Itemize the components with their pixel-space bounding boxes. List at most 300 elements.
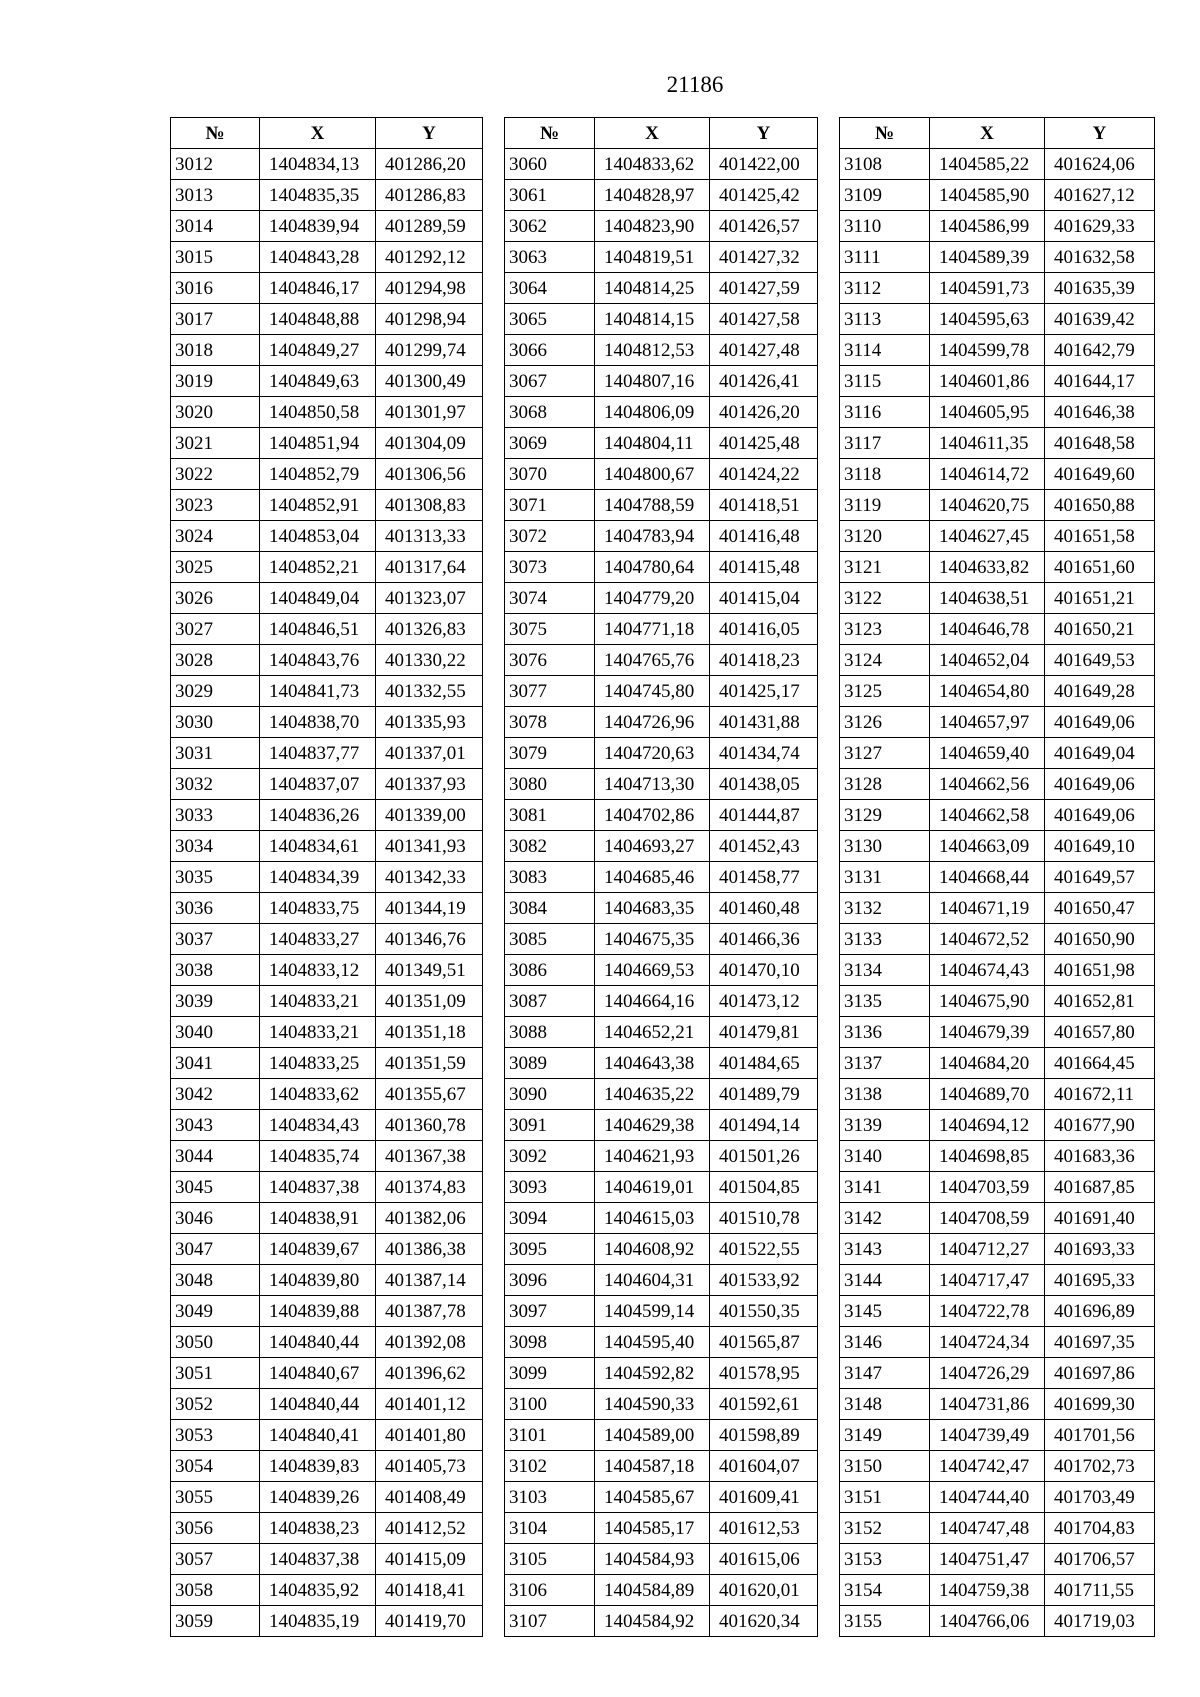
coordinate-table-1 [170, 117, 483, 1637]
point-number: 3135 [840, 986, 930, 1017]
point-number: 3063 [505, 242, 595, 273]
page-number: 21186 [666, 72, 724, 97]
header-y: Y [1045, 118, 1155, 149]
table-row [505, 273, 818, 304]
y-coordinate: 401501,26 [710, 1141, 818, 1172]
y-coordinate: 401418,51 [710, 490, 818, 521]
y-coordinate: 401415,04 [710, 583, 818, 614]
x-coordinate: 1404819,51 [595, 242, 710, 273]
point-number: 3066 [505, 335, 595, 366]
header-no: № [840, 118, 930, 149]
y-coordinate: 401386,38 [376, 1234, 483, 1265]
point-number: 3061 [505, 180, 595, 211]
point-number: 3029 [171, 676, 260, 707]
y-coordinate: 401699,30 [1045, 1389, 1155, 1420]
y-coordinate: 401351,09 [376, 986, 483, 1017]
x-coordinate: 1404840,44 [260, 1327, 376, 1358]
x-coordinate: 1404806,09 [595, 397, 710, 428]
point-number: 3062 [505, 211, 595, 242]
x-coordinate: 1404833,27 [260, 924, 376, 955]
table-row [171, 738, 483, 769]
point-number: 3129 [840, 800, 930, 831]
y-coordinate: 401470,10 [710, 955, 818, 986]
x-coordinate: 1404708,59 [930, 1203, 1045, 1234]
table-row [505, 1358, 818, 1389]
point-number: 3019 [171, 366, 260, 397]
x-coordinate: 1404638,51 [930, 583, 1045, 614]
x-coordinate: 1404852,21 [260, 552, 376, 583]
x-coordinate: 1404835,19 [260, 1606, 376, 1637]
y-coordinate: 401337,93 [376, 769, 483, 800]
x-coordinate: 1404614,72 [930, 459, 1045, 490]
x-coordinate: 1404608,92 [595, 1234, 710, 1265]
table-row [171, 521, 483, 552]
x-coordinate: 1404698,85 [930, 1141, 1045, 1172]
x-coordinate: 1404685,46 [595, 862, 710, 893]
x-coordinate: 1404679,39 [930, 1017, 1045, 1048]
x-coordinate: 1404839,80 [260, 1265, 376, 1296]
point-number: 3038 [171, 955, 260, 986]
point-number: 3134 [840, 955, 930, 986]
point-number: 3122 [840, 583, 930, 614]
y-coordinate: 401664,45 [1045, 1048, 1155, 1079]
x-coordinate: 1404838,23 [260, 1513, 376, 1544]
point-number: 3141 [840, 1172, 930, 1203]
point-number: 3136 [840, 1017, 930, 1048]
point-number: 3092 [505, 1141, 595, 1172]
table-row [840, 521, 1155, 552]
y-coordinate: 401693,33 [1045, 1234, 1155, 1265]
x-coordinate: 1404759,38 [930, 1575, 1045, 1606]
table-row [171, 986, 483, 1017]
y-coordinate: 401650,21 [1045, 614, 1155, 645]
x-coordinate: 1404662,58 [930, 800, 1045, 831]
y-coordinate: 401650,88 [1045, 490, 1155, 521]
point-number: 3109 [840, 180, 930, 211]
y-coordinate: 401550,35 [710, 1296, 818, 1327]
point-number: 3148 [840, 1389, 930, 1420]
x-coordinate: 1404848,88 [260, 304, 376, 335]
y-coordinate: 401367,38 [376, 1141, 483, 1172]
x-coordinate: 1404780,64 [595, 552, 710, 583]
coordinate-table-2 [504, 117, 818, 1637]
point-number: 3043 [171, 1110, 260, 1141]
table-row [840, 955, 1155, 986]
x-coordinate: 1404724,34 [930, 1327, 1045, 1358]
table-row [840, 366, 1155, 397]
table-row [840, 335, 1155, 366]
point-number: 3016 [171, 273, 260, 304]
point-number: 3123 [840, 614, 930, 645]
point-number: 3090 [505, 1079, 595, 1110]
y-coordinate: 401301,97 [376, 397, 483, 428]
x-coordinate: 1404839,67 [260, 1234, 376, 1265]
table-row [505, 1017, 818, 1048]
y-coordinate: 401323,07 [376, 583, 483, 614]
table-row [505, 304, 818, 335]
x-coordinate: 1404836,26 [260, 800, 376, 831]
table-body [505, 149, 818, 1637]
point-number: 3041 [171, 1048, 260, 1079]
x-coordinate: 1404833,12 [260, 955, 376, 986]
y-coordinate: 401332,55 [376, 676, 483, 707]
point-number: 3060 [505, 149, 595, 180]
y-coordinate: 401627,12 [1045, 180, 1155, 211]
table-row [840, 1513, 1155, 1544]
header-x: X [930, 118, 1045, 149]
point-number: 3083 [505, 862, 595, 893]
y-coordinate: 401695,33 [1045, 1265, 1155, 1296]
table-row [171, 583, 483, 614]
y-coordinate: 401494,14 [710, 1110, 818, 1141]
y-coordinate: 401298,94 [376, 304, 483, 335]
y-coordinate: 401337,01 [376, 738, 483, 769]
y-coordinate: 401416,05 [710, 614, 818, 645]
point-number: 3072 [505, 521, 595, 552]
table-row [505, 1389, 818, 1420]
point-number: 3097 [505, 1296, 595, 1327]
y-coordinate: 401651,60 [1045, 552, 1155, 583]
table-row [505, 800, 818, 831]
y-coordinate: 401651,98 [1045, 955, 1155, 986]
table-row [840, 1234, 1155, 1265]
table-row [840, 428, 1155, 459]
x-coordinate: 1404745,80 [595, 676, 710, 707]
table-row [171, 862, 483, 893]
table-row [171, 924, 483, 955]
x-coordinate: 1404804,11 [595, 428, 710, 459]
point-number: 3040 [171, 1017, 260, 1048]
table-row [840, 304, 1155, 335]
y-coordinate: 401308,83 [376, 490, 483, 521]
y-coordinate: 401396,62 [376, 1358, 483, 1389]
table-row [171, 1296, 483, 1327]
y-coordinate: 401416,48 [710, 521, 818, 552]
x-coordinate: 1404779,20 [595, 583, 710, 614]
point-number: 3056 [171, 1513, 260, 1544]
y-coordinate: 401701,56 [1045, 1420, 1155, 1451]
table-row [171, 149, 483, 180]
point-number: 3112 [840, 273, 930, 304]
x-coordinate: 1404585,22 [930, 149, 1045, 180]
point-number: 3058 [171, 1575, 260, 1606]
y-coordinate: 401351,59 [376, 1048, 483, 1079]
point-number: 3149 [840, 1420, 930, 1451]
y-coordinate: 401419,70 [376, 1606, 483, 1637]
point-number: 3085 [505, 924, 595, 955]
point-number: 3046 [171, 1203, 260, 1234]
x-coordinate: 1404834,61 [260, 831, 376, 862]
point-number: 3087 [505, 986, 595, 1017]
y-coordinate: 401346,76 [376, 924, 483, 955]
table-row [171, 552, 483, 583]
point-number: 3013 [171, 180, 260, 211]
table-row [171, 769, 483, 800]
table-row [171, 1327, 483, 1358]
x-coordinate: 1404589,00 [595, 1420, 710, 1451]
table-row [840, 1327, 1155, 1358]
header-row [171, 118, 483, 149]
point-number: 3102 [505, 1451, 595, 1482]
x-coordinate: 1404726,29 [930, 1358, 1045, 1389]
point-number: 3114 [840, 335, 930, 366]
x-coordinate: 1404595,63 [930, 304, 1045, 335]
point-number: 3026 [171, 583, 260, 614]
table-row [505, 1606, 818, 1637]
x-coordinate: 1404611,35 [930, 428, 1045, 459]
y-coordinate: 401620,34 [710, 1606, 818, 1637]
y-coordinate: 401703,49 [1045, 1482, 1155, 1513]
x-coordinate: 1404629,38 [595, 1110, 710, 1141]
y-coordinate: 401434,74 [710, 738, 818, 769]
y-coordinate: 401374,83 [376, 1172, 483, 1203]
x-coordinate: 1404839,26 [260, 1482, 376, 1513]
y-coordinate: 401683,36 [1045, 1141, 1155, 1172]
y-coordinate: 401330,22 [376, 645, 483, 676]
y-coordinate: 401691,40 [1045, 1203, 1155, 1234]
y-coordinate: 401382,06 [376, 1203, 483, 1234]
table-row [840, 986, 1155, 1017]
y-coordinate: 401687,85 [1045, 1172, 1155, 1203]
x-coordinate: 1404662,56 [930, 769, 1045, 800]
x-coordinate: 1404739,49 [930, 1420, 1045, 1451]
x-coordinate: 1404720,63 [595, 738, 710, 769]
point-number: 3154 [840, 1575, 930, 1606]
y-coordinate: 401360,78 [376, 1110, 483, 1141]
x-coordinate: 1404589,39 [930, 242, 1045, 273]
table-row [505, 1265, 818, 1296]
point-number: 3126 [840, 707, 930, 738]
x-coordinate: 1404744,40 [930, 1482, 1045, 1513]
x-coordinate: 1404835,74 [260, 1141, 376, 1172]
x-coordinate: 1404788,59 [595, 490, 710, 521]
x-coordinate: 1404668,44 [930, 862, 1045, 893]
x-coordinate: 1404807,16 [595, 366, 710, 397]
point-number: 3103 [505, 1482, 595, 1513]
y-coordinate: 401344,19 [376, 893, 483, 924]
y-coordinate: 401304,09 [376, 428, 483, 459]
point-number: 3031 [171, 738, 260, 769]
x-coordinate: 1404852,91 [260, 490, 376, 521]
table-row [840, 1358, 1155, 1389]
table-row [840, 1575, 1155, 1606]
point-number: 3057 [171, 1544, 260, 1575]
x-coordinate: 1404846,51 [260, 614, 376, 645]
x-coordinate: 1404652,21 [595, 1017, 710, 1048]
point-number: 3088 [505, 1017, 595, 1048]
x-coordinate: 1404595,40 [595, 1327, 710, 1358]
y-coordinate: 401294,98 [376, 273, 483, 304]
table-row [171, 1265, 483, 1296]
point-number: 3145 [840, 1296, 930, 1327]
point-number: 3021 [171, 428, 260, 459]
x-coordinate: 1404823,90 [595, 211, 710, 242]
point-number: 3080 [505, 769, 595, 800]
y-coordinate: 401335,93 [376, 707, 483, 738]
table-row [840, 273, 1155, 304]
x-coordinate: 1404833,62 [260, 1079, 376, 1110]
x-coordinate: 1404675,35 [595, 924, 710, 955]
y-coordinate: 401629,33 [1045, 211, 1155, 242]
table-row [171, 1079, 483, 1110]
y-coordinate: 401504,85 [710, 1172, 818, 1203]
point-number: 3143 [840, 1234, 930, 1265]
point-number: 3035 [171, 862, 260, 893]
x-coordinate: 1404663,09 [930, 831, 1045, 862]
table-row [171, 614, 483, 645]
table-row [840, 1110, 1155, 1141]
table-row [840, 552, 1155, 583]
point-number: 3036 [171, 893, 260, 924]
table-row [171, 1110, 483, 1141]
y-coordinate: 401649,60 [1045, 459, 1155, 490]
y-coordinate: 401522,55 [710, 1234, 818, 1265]
point-number: 3073 [505, 552, 595, 583]
table-row [171, 1358, 483, 1389]
table-row [505, 614, 818, 645]
x-coordinate: 1404814,15 [595, 304, 710, 335]
x-coordinate: 1404838,70 [260, 707, 376, 738]
table-row [505, 1327, 818, 1358]
point-number: 3081 [505, 800, 595, 831]
table-row [505, 1420, 818, 1451]
table-row [840, 1017, 1155, 1048]
point-number: 3140 [840, 1141, 930, 1172]
table-row [840, 924, 1155, 955]
header-x: X [595, 118, 710, 149]
point-number: 3138 [840, 1079, 930, 1110]
table-row [171, 459, 483, 490]
y-coordinate: 401484,65 [710, 1048, 818, 1079]
y-coordinate: 401702,73 [1045, 1451, 1155, 1482]
table-row [505, 490, 818, 521]
y-coordinate: 401452,43 [710, 831, 818, 862]
point-number: 3025 [171, 552, 260, 583]
x-coordinate: 1404834,43 [260, 1110, 376, 1141]
point-number: 3098 [505, 1327, 595, 1358]
point-number: 3100 [505, 1389, 595, 1420]
y-coordinate: 401426,41 [710, 366, 818, 397]
table-row [171, 1420, 483, 1451]
y-coordinate: 401427,58 [710, 304, 818, 335]
y-coordinate: 401387,78 [376, 1296, 483, 1327]
y-coordinate: 401415,48 [710, 552, 818, 583]
x-coordinate: 1404604,31 [595, 1265, 710, 1296]
y-coordinate: 401426,57 [710, 211, 818, 242]
x-coordinate: 1404853,04 [260, 521, 376, 552]
x-coordinate: 1404841,73 [260, 676, 376, 707]
point-number: 3079 [505, 738, 595, 769]
x-coordinate: 1404839,94 [260, 211, 376, 242]
table-row [505, 769, 818, 800]
y-coordinate: 401425,17 [710, 676, 818, 707]
y-coordinate: 401635,39 [1045, 273, 1155, 304]
point-number: 3059 [171, 1606, 260, 1637]
point-number: 3077 [505, 676, 595, 707]
table-row [840, 1265, 1155, 1296]
point-number: 3075 [505, 614, 595, 645]
x-coordinate: 1404675,90 [930, 986, 1045, 1017]
y-coordinate: 401460,48 [710, 893, 818, 924]
y-coordinate: 401431,88 [710, 707, 818, 738]
table-row [505, 1172, 818, 1203]
x-coordinate: 1404671,19 [930, 893, 1045, 924]
y-coordinate: 401473,12 [710, 986, 818, 1017]
y-coordinate: 401427,32 [710, 242, 818, 273]
y-coordinate: 401427,59 [710, 273, 818, 304]
point-number: 3120 [840, 521, 930, 552]
y-coordinate: 401649,06 [1045, 769, 1155, 800]
y-coordinate: 401422,00 [710, 149, 818, 180]
point-number: 3044 [171, 1141, 260, 1172]
table-row [840, 1296, 1155, 1327]
point-number: 3051 [171, 1358, 260, 1389]
table-row [171, 1203, 483, 1234]
x-coordinate: 1404843,28 [260, 242, 376, 273]
x-coordinate: 1404837,38 [260, 1172, 376, 1203]
y-coordinate: 401704,83 [1045, 1513, 1155, 1544]
y-coordinate: 401639,42 [1045, 304, 1155, 335]
point-number: 3130 [840, 831, 930, 862]
y-coordinate: 401425,42 [710, 180, 818, 211]
x-coordinate: 1404747,48 [930, 1513, 1045, 1544]
table-row [840, 1482, 1155, 1513]
table-row [171, 1482, 483, 1513]
x-coordinate: 1404837,38 [260, 1544, 376, 1575]
table-row [505, 707, 818, 738]
point-number: 3055 [171, 1482, 260, 1513]
point-number: 3052 [171, 1389, 260, 1420]
x-coordinate: 1404713,30 [595, 769, 710, 800]
y-coordinate: 401604,07 [710, 1451, 818, 1482]
y-coordinate: 401642,79 [1045, 335, 1155, 366]
point-number: 3078 [505, 707, 595, 738]
point-number: 3018 [171, 335, 260, 366]
x-coordinate: 1404635,22 [595, 1079, 710, 1110]
table-row [505, 862, 818, 893]
table-row [505, 459, 818, 490]
x-coordinate: 1404674,43 [930, 955, 1045, 986]
y-coordinate: 401317,64 [376, 552, 483, 583]
point-number: 3071 [505, 490, 595, 521]
y-coordinate: 401326,83 [376, 614, 483, 645]
x-coordinate: 1404627,45 [930, 521, 1045, 552]
point-number: 3106 [505, 1575, 595, 1606]
point-number: 3137 [840, 1048, 930, 1079]
point-number: 3105 [505, 1544, 595, 1575]
table-row [505, 1203, 818, 1234]
table-row [505, 645, 818, 676]
table-row [840, 645, 1155, 676]
table-row [840, 1048, 1155, 1079]
y-coordinate: 401624,06 [1045, 149, 1155, 180]
y-coordinate: 401565,87 [710, 1327, 818, 1358]
y-coordinate: 401649,06 [1045, 800, 1155, 831]
x-coordinate: 1404712,27 [930, 1234, 1045, 1265]
table-row [171, 645, 483, 676]
x-coordinate: 1404828,97 [595, 180, 710, 211]
y-coordinate: 401609,41 [710, 1482, 818, 1513]
point-number: 3099 [505, 1358, 595, 1389]
x-coordinate: 1404722,78 [930, 1296, 1045, 1327]
y-coordinate: 401650,47 [1045, 893, 1155, 924]
point-number: 3142 [840, 1203, 930, 1234]
y-coordinate: 401341,93 [376, 831, 483, 862]
point-number: 3117 [840, 428, 930, 459]
point-number: 3050 [171, 1327, 260, 1358]
y-coordinate: 401657,80 [1045, 1017, 1155, 1048]
table-row [171, 242, 483, 273]
